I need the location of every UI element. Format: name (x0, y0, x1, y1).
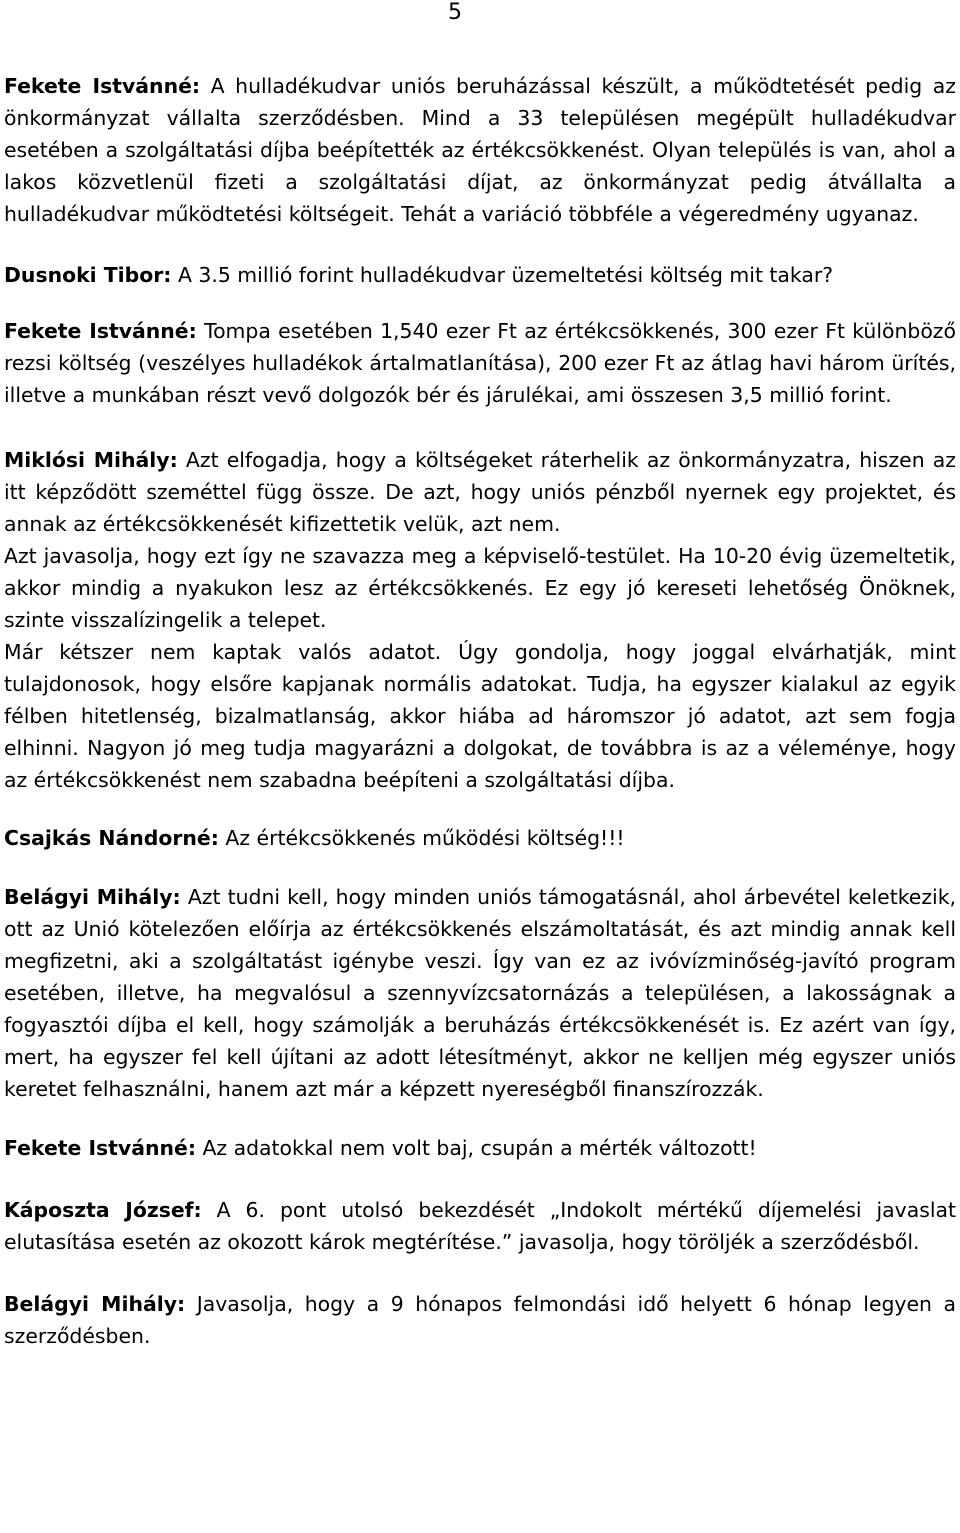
paragraph-text: A 3.5 millió forint hulladékudvar üzemeltetési költség mit takar? (171, 263, 834, 287)
paragraph-3 (4, 315, 956, 411)
paragraph-text: Azt javasolja, hogy ezt így ne szavazza meg a képviselő-testület. Ha 10-20 évig üzemeltetik, akkor mindig a nyakukon lesz az értékcsökkenés. Ez egy jó kereseti lehetőség Önöknek, szinte visszalízingelik a telepet. (4, 544, 956, 632)
speaker-name: Fekete Istvánné: (4, 1136, 196, 1160)
paragraph-text: Már kétszer nem kaptak valós adatot. Úgy gondolja, hogy joggal elvárhatják, mint tulajdonosok, hogy elsőre kapjanak normális adatokat. Tudja, ha egyszer kialakul az egyik félben hitetlenség, bizalmatlanság, akkor hiába ad háromszor jó adatot, azt sem fogja elhinni. Nagyon jó meg tudja magyarázni a dolgokat, de továbbra is az a véleménye, hogy az értékcsökkenést nem szabadna beépíteni a szolgáltatási díjba. (4, 640, 956, 792)
speaker-name: Káposzta József: (4, 1198, 202, 1222)
paragraph-1 (4, 70, 956, 230)
speaker-name: Belágyi Mihály: (4, 885, 181, 909)
paragraph-11 (4, 1288, 956, 1352)
paragraph-text: Az adatokkal nem volt baj, csupán a mérték változott! (196, 1136, 757, 1160)
paragraph-4 (4, 444, 956, 540)
paragraph-text: A 6. pont utolsó bekezdését „Indokolt mértékű díjemelési javaslat elutasítása esetén az okozott károk megtérítése.” javasolja, hogy töröljék a szerződésből. (4, 1198, 956, 1254)
paragraph-2 (4, 259, 956, 291)
paragraph-text: Tompa esetében 1,540 ezer Ft az értékcsökkenés, 300 ezer Ft különböző rezsi költség (veszélyes hulladékok ártalmatlanítása), 200 ezer Ft az átlag havi három ürítés, illetve a munkában részt vevő dolgozók bér és járulékai, ami összesen 3,5 millió forint. (4, 319, 956, 407)
document-body (4, 70, 956, 1352)
paragraph-text: A hulladékudvar uniós beruházással készült, a működtetését pedig az önkormányzat vállalta szerződésben. Mind a 33 településen megépült hulladékudvar esetében a szolgáltatási díjba beépítették az értékcsökkenést. Olyan település is van, ahol a lakos közvetlenül fizeti a szolgáltatási díjat, az önkormányzat pedig átvállalta a hulladékudvar működtetési költségeit. Tehát a variáció többféle a végeredmény ugyanaz. (4, 74, 956, 226)
speaker-name: Fekete Istvánné: (4, 319, 197, 343)
paragraph-text: Az értékcsökkenés működési költség!!! (218, 826, 625, 850)
paragraph-text: Azt elfogadja, hogy a költségeket ráterhelik az önkormányzatra, hiszen az itt képződött szeméttel függ össze. De azt, hogy uniós pénzből nyernek egy projektet, és annak az értékcsökkenését kifizettetik velük, azt nem. (4, 448, 957, 536)
speaker-name: Csajkás Nándorné: (4, 826, 219, 850)
paragraph-text: Javasolja, hogy a 9 hónapos felmondási idő helyett 6 hónap legyen a szerződésben. (4, 1292, 956, 1348)
speaker-name: Fekete Istvánné: (4, 74, 201, 98)
speaker-name: Belágyi Mihály: (4, 1292, 186, 1316)
page-number: 5 (448, 0, 462, 25)
paragraph-8 (4, 881, 956, 1105)
paragraph-5 (4, 540, 956, 636)
speaker-name: Miklósi Mihály: (4, 448, 178, 472)
paragraph-9 (4, 1132, 956, 1164)
paragraph-7 (4, 822, 956, 854)
paragraph-6 (4, 636, 956, 796)
speaker-name: Dusnoki Tibor: (4, 263, 172, 287)
paragraph-10 (4, 1194, 956, 1258)
paragraph-text: Azt tudni kell, hogy minden uniós támogatásnál, ahol árbevétel keletkezik, ott az Unió kötelezően előírja az értékcsökkenés elszámoltatását, és azt mindig annak kell megfizetni, aki a szolgáltatást igénybe veszi. Így van ez az ivóvízminőség-javító program esetében, illetve, ha megvalósul a szennyvízcsatornázás a településen, a lakosságnak a fogyasztói díjba el kell, hogy számolják a beruházás értékcsökkenését is. Ez azért van így, mert, ha egyszer fel kell újítani az adott létesítményt, akkor ne kelljen még egyszer uniós keretet felhasználni, hanem azt már a képzett nyereségből finanszírozzák. (4, 885, 956, 1101)
